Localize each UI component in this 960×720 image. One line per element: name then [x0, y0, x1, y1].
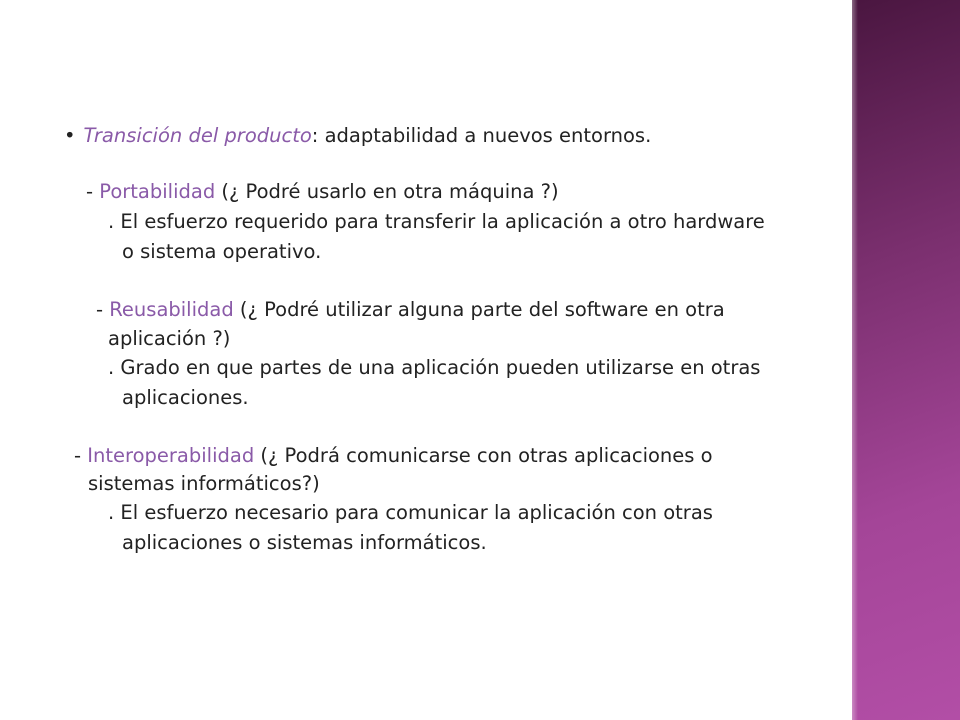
- heading-line: [64, 124, 651, 148]
- interoperabilidad-definition-cont: aplicaciones o sistemas informáticos.: [122, 531, 487, 554]
- decorative-side-band: [852, 0, 960, 720]
- portabilidad-definition: . El esfuerzo requerido para transferir la aplicación a otro hardware: [108, 210, 765, 233]
- portabilidad-dash: -: [86, 180, 100, 203]
- reusabilidad-term: Reusabilidad: [109, 298, 234, 321]
- interoperabilidad-question: (¿ Podrá comunicarse con otras aplicaciones o: [254, 444, 713, 467]
- reusabilidad-definition-cont: aplicaciones.: [122, 386, 249, 409]
- bullet-icon: •: [64, 124, 76, 147]
- portabilidad-question-line: [86, 180, 559, 204]
- heading-term: Transición del producto: [83, 124, 312, 147]
- portabilidad-term: Portabilidad: [99, 180, 216, 203]
- interoperabilidad-term: Interoperabilidad: [87, 444, 255, 467]
- reusabilidad-question-cont: aplicación ?): [108, 327, 231, 350]
- interoperabilidad-dash: -: [74, 444, 88, 467]
- reusabilidad-dash: -: [96, 298, 110, 321]
- interoperabilidad-definition: . El esfuerzo necesario para comunicar la aplicación con otras: [108, 501, 713, 524]
- side-band-highlight: [852, 0, 858, 720]
- portabilidad-definition-cont: o sistema operativo.: [122, 240, 322, 263]
- reusabilidad-definition: . Grado en que partes de una aplicación pueden utilizarse en otras: [108, 356, 761, 379]
- interoperabilidad-question-cont: sistemas informáticos?): [88, 472, 320, 495]
- reusabilidad-question: (¿ Podré utilizar alguna parte del software en otra: [233, 298, 725, 321]
- portabilidad-question: (¿ Podré usarlo en otra máquina ?): [215, 180, 559, 203]
- heading-rest: : adaptabilidad a nuevos entornos.: [311, 124, 652, 147]
- interoperabilidad-question-line: [74, 444, 713, 468]
- reusabilidad-question-line: [96, 298, 725, 322]
